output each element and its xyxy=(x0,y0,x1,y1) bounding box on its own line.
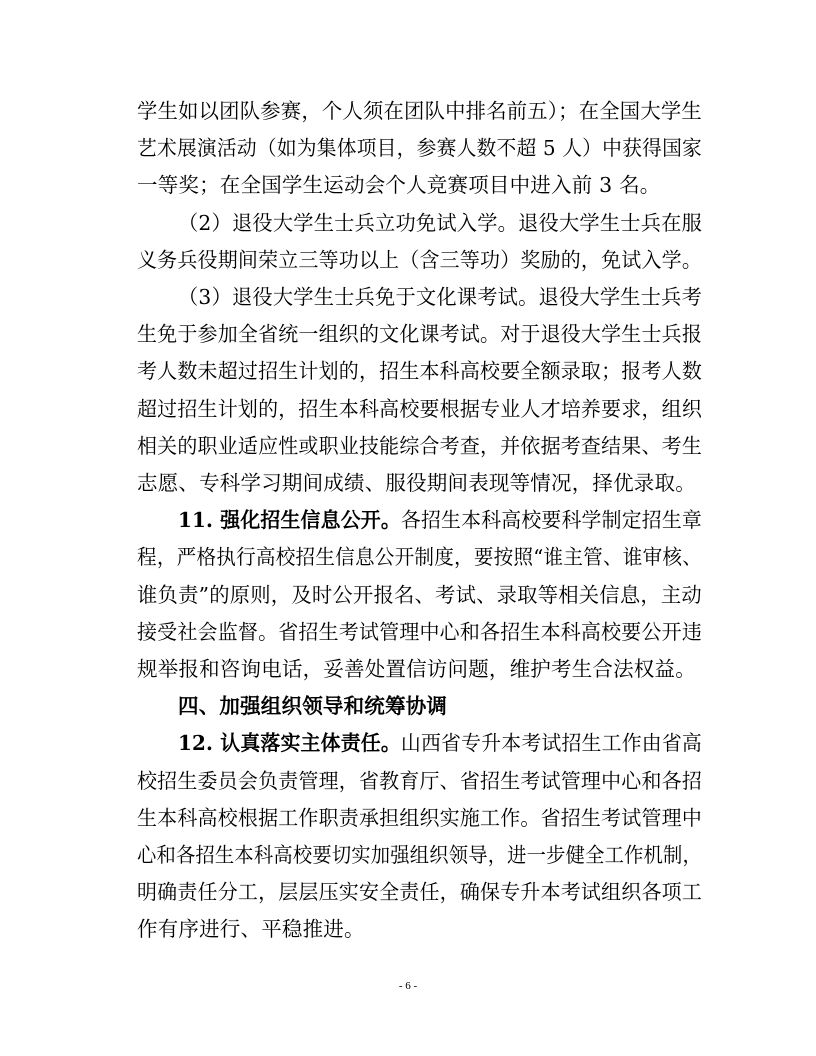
text-line xyxy=(137,872,703,912)
page-number: - 6 - xyxy=(398,980,418,992)
paragraph-text: 程，严格执行高校招生信息公开制度，要按照“谁主管、谁审核、 xyxy=(137,545,703,570)
paragraph-text: 考人数未超过招生计划的，招生本科高校要全额录取；报考人数 xyxy=(137,359,703,384)
paragraph-text: 作有序进行、平稳推进。 xyxy=(137,917,365,942)
paragraph-text: 相关的职业适应性或职业技能综合考查，并依据考查结果、考生 xyxy=(137,433,703,458)
text-line xyxy=(137,649,702,689)
text-line xyxy=(137,537,703,577)
paragraph-text: 山西省专升本考试招生工作由省高 xyxy=(400,731,702,756)
text-line xyxy=(178,277,703,317)
paragraph-text: 各招生本科高校要科学制定招生章 xyxy=(400,508,702,533)
paragraph-text: 谁负责”的原则，及时公开报名、考试、录取等相关信息，主动 xyxy=(137,582,702,607)
bold-heading-text: 四、加强组织领导和统筹协调 xyxy=(178,694,448,719)
paragraph-text: 心和各招生本科高校要切实加强组织领导，进一步健全工作机制， xyxy=(137,843,703,867)
text-line xyxy=(137,909,702,949)
paragraph-text: 超过招生计划的，招生本科高校要根据专业人才培养要求，组织 xyxy=(137,396,703,421)
text-line xyxy=(137,798,703,838)
text-line xyxy=(137,426,703,466)
paragraph-text: 义务兵役期间荣立三等功以上（含三等功）奖励的，免试入学。 xyxy=(137,247,703,272)
paragraph-text: 明确责任分工，层层压实安全责任，确保专升本考试组织各项工 xyxy=(137,880,703,905)
text-line xyxy=(137,389,703,429)
paragraph-text: 学生如以团队参赛，个人须在团队中排名前五）；在全国大学生 xyxy=(137,99,702,123)
text-line xyxy=(137,91,702,131)
text-line xyxy=(137,240,703,280)
text-line xyxy=(178,686,702,726)
paragraph-text: 艺术展演活动（如为集体项目，参赛人数不超 5 人）中获得国家 xyxy=(137,136,703,161)
paragraph-text: （2）退役大学生士兵立功免试入学。退役大学生士兵在服 xyxy=(178,210,703,235)
paragraph-text: 生本科高校根据工作职责承担组织实施工作。省招生考试管理中 xyxy=(137,805,703,830)
paragraph-text: 生免于参加全省统一组织的文化课考试。对于退役大学生士兵报 xyxy=(137,322,703,347)
text-line xyxy=(137,314,703,354)
paragraph-text: （3）退役大学生士兵免于文化课考试。退役大学生士兵考 xyxy=(178,285,703,309)
text-line xyxy=(137,165,702,205)
bold-heading-text: 12. 认真落实主体责任。 xyxy=(178,731,401,756)
paragraph-text: 志愿、专科学习期间成绩、服役期间表现等情况，择优录取。 xyxy=(137,471,696,495)
paragraph-text: 校招生委员会负责管理，省教育厅、省招生考试管理中心和各招 xyxy=(137,768,703,793)
bold-heading-text: 11. 强化招生信息公开。 xyxy=(178,508,401,533)
text-line xyxy=(137,761,703,801)
paragraph-text: 接受社会监督。省招生考试管理中心和各招生本科高校要公开违 xyxy=(137,619,703,644)
text-line xyxy=(178,203,703,243)
text-line xyxy=(137,835,703,875)
text-line xyxy=(178,723,702,763)
paragraph-text: 一等奖；在全国学生运动会个人竞赛项目中进入前 3 名。 xyxy=(137,173,661,198)
text-line xyxy=(137,128,703,168)
text-line xyxy=(178,500,702,540)
text-line xyxy=(137,612,703,652)
text-line xyxy=(137,351,703,391)
text-line xyxy=(137,575,702,615)
text-line xyxy=(137,463,702,503)
paragraph-text: 规举报和咨询电话，妥善处置信访问题，维护考生合法权益。 xyxy=(137,657,696,681)
